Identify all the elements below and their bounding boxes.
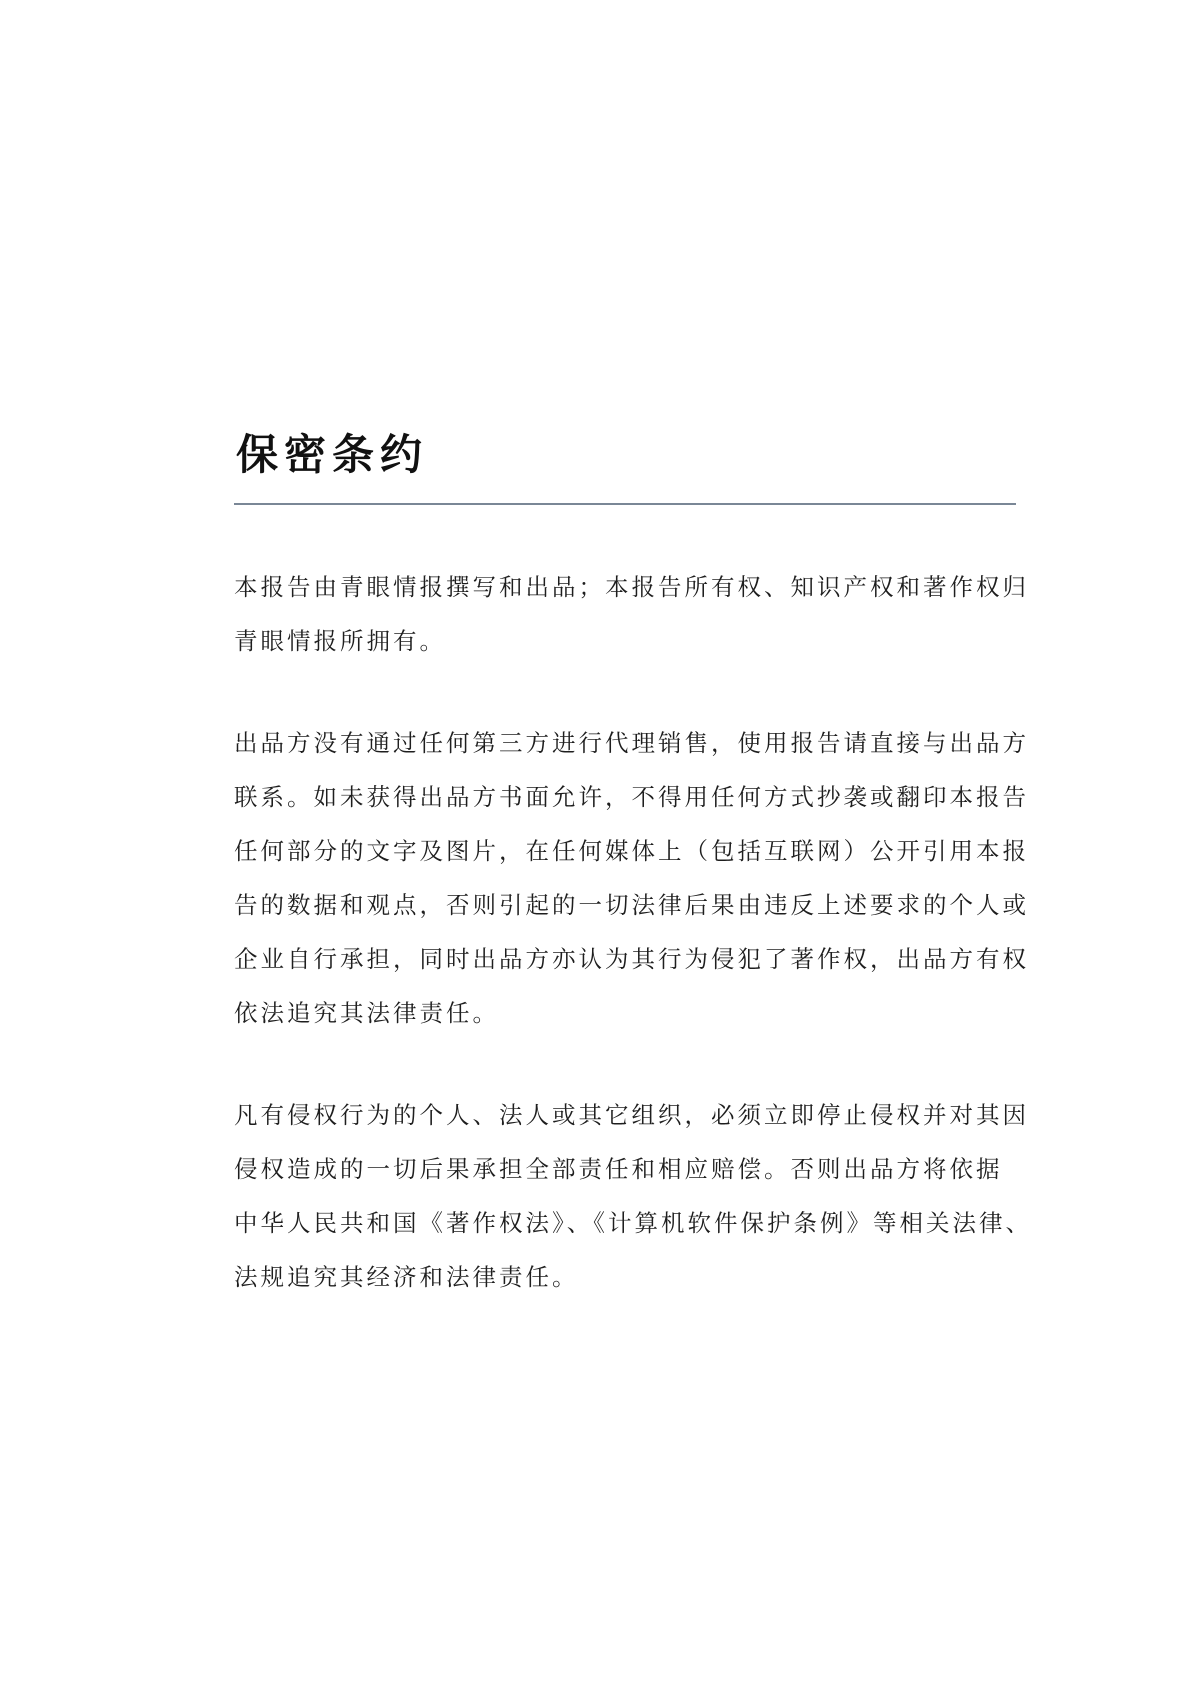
text-line: 凡有侵权行为的个人、法人或其它组织，必须立即停止侵权并对其因 [234,1101,1029,1129]
text-line: 中华人民共和国《著作权法》、《计算机软件保护条例》等相关法律、 [234,1209,1032,1237]
text-line: 联系。如未获得出品方书面允许，不得用任何方式抄袭或翻印本报告 [234,783,1029,811]
text-line: 出品方没有通过任何第三方进行代理销售，使用报告请直接与出品方 [234,729,1029,757]
text-line: 法规追究其经济和法律责任。 [234,1263,579,1291]
paragraph-distribution [234,716,1029,1040]
text-line: 本报告由青眼情报撰写和出品；本报告所有权、知识产权和著作权归 [234,573,1029,601]
text-line: 青眼情报所拥有。 [234,627,446,655]
paragraph-ownership [234,560,1029,668]
paragraph-infringement [234,1088,1032,1304]
text-line: 企业自行承担，同时出品方亦认为其行为侵犯了著作权，出品方有权 [234,945,1029,973]
text-line: 侵权造成的一切后果承担全部责任和相应赔偿。否则出品方将依据 [234,1155,1003,1183]
document-body [234,560,1032,1352]
title-divider [234,503,1016,505]
text-line: 任何部分的文字及图片，在任何媒体上（包括互联网）公开引用本报 [234,837,1029,865]
text-line: 告的数据和观点，否则引起的一切法律后果由违反上述要求的个人或 [234,891,1029,919]
text-line: 依法追究其法律责任。 [234,999,499,1027]
page-title: 保密条约 [236,430,429,479]
